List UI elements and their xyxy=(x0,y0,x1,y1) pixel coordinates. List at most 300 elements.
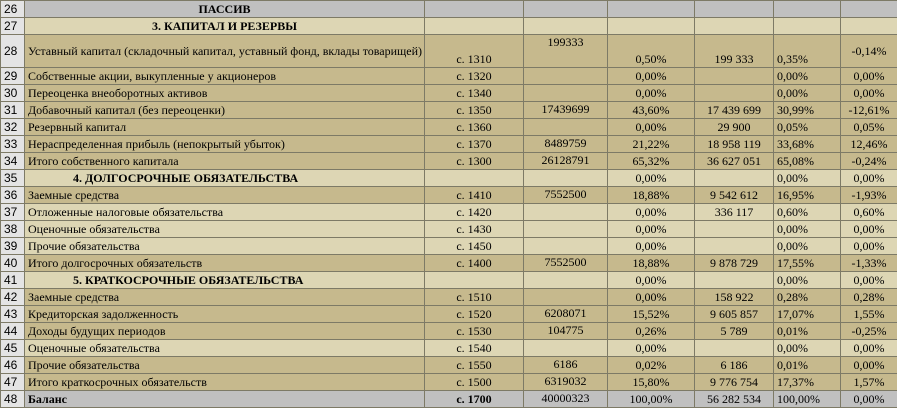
cell-value-period1-text: 8489759 xyxy=(544,136,587,150)
cell-value-period1[interactable] xyxy=(524,102,608,119)
row-number-header[interactable] xyxy=(1,374,25,391)
cell-label-text: Оценочные обязательства xyxy=(28,340,160,355)
row-number-header[interactable] xyxy=(1,204,25,221)
cell-share-change[interactable] xyxy=(841,85,897,102)
cell-share-period2[interactable] xyxy=(774,340,841,357)
cell-line-code[interactable] xyxy=(425,391,524,408)
cell-share-period1[interactable] xyxy=(608,170,695,187)
table-row[interactable] xyxy=(1,68,897,85)
cell-line-code[interactable] xyxy=(425,340,524,357)
cell-value-period1[interactable] xyxy=(524,391,608,408)
cell-value-period1[interactable] xyxy=(524,170,608,187)
cell-share-period2[interactable] xyxy=(774,187,841,204)
cell-share-change[interactable] xyxy=(841,238,897,255)
cell-value-period1[interactable] xyxy=(524,1,608,18)
cell-line-code[interactable] xyxy=(425,289,524,306)
cell-label[interactable] xyxy=(25,255,425,272)
row-number-header[interactable] xyxy=(1,136,25,153)
cell-label[interactable] xyxy=(25,170,425,187)
cell-share-period2[interactable] xyxy=(774,255,841,272)
cell-share-period2-text: 0,00% xyxy=(777,171,808,185)
cell-share-change[interactable] xyxy=(841,68,897,85)
cell-share-period1-text: 15,80% xyxy=(632,375,670,389)
cell-label[interactable] xyxy=(25,68,425,85)
cell-label-text: 4. ДОЛГОСРОЧНЫЕ ОБЯЗАТЕЛЬСТВА xyxy=(73,170,299,185)
row-number-header[interactable] xyxy=(1,255,25,272)
table-row[interactable] xyxy=(1,204,897,221)
cell-share-period2-text: 0,00% xyxy=(777,86,808,100)
table-row[interactable] xyxy=(1,102,897,119)
cell-line-code[interactable] xyxy=(425,323,524,340)
cell-share-period1-text: 0,00% xyxy=(635,273,667,287)
row-number: 32 xyxy=(4,119,18,134)
cell-share-period2-text: 0,00% xyxy=(777,222,808,236)
cell-share-period1-text: 0,00% xyxy=(635,86,667,100)
cell-share-period2[interactable] xyxy=(774,374,841,391)
cell-share-period1[interactable] xyxy=(608,391,695,408)
cell-line-code-text: с. 1500 xyxy=(456,374,492,389)
cell-share-period1-text: 0,26% xyxy=(635,324,667,338)
cell-share-period1[interactable] xyxy=(608,306,695,323)
row-number-header[interactable] xyxy=(1,272,25,289)
row-number-header[interactable] xyxy=(1,357,25,374)
cell-share-change-text: 0,05% xyxy=(853,119,885,134)
cell-share-period1[interactable] xyxy=(608,187,695,204)
cell-share-period1[interactable] xyxy=(608,374,695,391)
row-number-header[interactable] xyxy=(1,238,25,255)
cell-value-period1-text: 6208071 xyxy=(544,306,587,320)
row-number: 40 xyxy=(4,255,18,270)
cell-label[interactable] xyxy=(25,204,425,221)
cell-line-code[interactable] xyxy=(425,119,524,136)
cell-share-change-text: 0,00% xyxy=(853,272,885,287)
table-row[interactable] xyxy=(1,170,897,187)
cell-line-code[interactable] xyxy=(425,238,524,255)
cell-share-period2-text: 0,00% xyxy=(777,69,808,83)
cell-share-period2[interactable] xyxy=(774,153,841,170)
row-number: 42 xyxy=(4,289,18,304)
cell-line-code-text: с. 1520 xyxy=(456,306,492,321)
row-number-header[interactable] xyxy=(1,289,25,306)
cell-share-period2[interactable] xyxy=(774,357,841,374)
cell-line-code[interactable] xyxy=(425,68,524,85)
cell-value-period2[interactable] xyxy=(695,357,774,374)
cell-share-period1-text: 0,00% xyxy=(635,69,667,83)
cell-value-period2[interactable] xyxy=(695,221,774,238)
row-number-header[interactable] xyxy=(1,35,25,68)
table-row[interactable] xyxy=(1,323,897,340)
cell-share-period2-text: 0,00% xyxy=(777,341,808,355)
cell-share-period1-text: 0,50% xyxy=(635,52,667,66)
cell-value-period2-text: 6 186 xyxy=(720,358,748,372)
cell-value-period2-text: 199 333 xyxy=(714,52,754,66)
cell-share-period2[interactable] xyxy=(774,221,841,238)
cell-share-change-text: 0,00% xyxy=(853,238,885,253)
cell-value-period1-text: 6186 xyxy=(553,357,578,371)
cell-share-period1[interactable] xyxy=(608,136,695,153)
row-number-header[interactable] xyxy=(1,306,25,323)
cell-value-period2-text: 36 627 051 xyxy=(707,154,761,168)
cell-label[interactable] xyxy=(25,119,425,136)
cell-label[interactable] xyxy=(25,1,425,18)
cell-value-period2[interactable] xyxy=(695,204,774,221)
cell-value-period2[interactable] xyxy=(695,1,774,18)
cell-share-change[interactable] xyxy=(841,221,897,238)
table-row[interactable] xyxy=(1,18,897,35)
cell-value-period2[interactable] xyxy=(695,255,774,272)
cell-share-change[interactable] xyxy=(841,357,897,374)
cell-line-code[interactable] xyxy=(425,85,524,102)
cell-label[interactable] xyxy=(25,391,425,408)
cell-label[interactable] xyxy=(25,136,425,153)
cell-share-period2[interactable] xyxy=(774,170,841,187)
cell-share-change[interactable] xyxy=(841,170,897,187)
cell-line-code-text: с. 1540 xyxy=(456,340,492,355)
cell-share-change[interactable] xyxy=(841,289,897,306)
table-row[interactable] xyxy=(1,85,897,102)
table-row[interactable] xyxy=(1,187,897,204)
row-number: 33 xyxy=(4,136,18,151)
cell-share-period2-text: 16,95% xyxy=(777,188,814,202)
row-number-header[interactable] xyxy=(1,340,25,357)
cell-share-change-text: 12,46% xyxy=(850,136,888,151)
cell-line-code-text: с. 1340 xyxy=(456,85,492,100)
cell-value-period2-text: 56 282 534 xyxy=(707,392,761,406)
cell-value-period2[interactable] xyxy=(695,323,774,340)
table-row[interactable] xyxy=(1,289,897,306)
row-number-header[interactable] xyxy=(1,170,25,187)
cell-line-code[interactable] xyxy=(425,136,524,153)
cell-line-code[interactable] xyxy=(425,153,524,170)
table-row[interactable] xyxy=(1,221,897,238)
cell-value-period1-text: 104775 xyxy=(547,323,584,337)
cell-share-period2[interactable] xyxy=(774,35,841,68)
row-number-header[interactable] xyxy=(1,221,25,238)
cell-share-period1[interactable] xyxy=(608,119,695,136)
cell-value-period1-text: 7552500 xyxy=(544,255,587,269)
table-row[interactable] xyxy=(1,391,897,408)
cell-value-period1-text: 6319032 xyxy=(544,374,587,388)
cell-value-period1[interactable] xyxy=(524,340,608,357)
row-number: 26 xyxy=(4,1,18,16)
cell-line-code[interactable] xyxy=(425,374,524,391)
cell-value-period1[interactable] xyxy=(524,187,608,204)
cell-label[interactable] xyxy=(25,323,425,340)
cell-value-period2[interactable] xyxy=(695,238,774,255)
cell-value-period2[interactable] xyxy=(695,289,774,306)
cell-value-period1[interactable] xyxy=(524,85,608,102)
cell-line-code[interactable] xyxy=(425,1,524,18)
cell-share-period2[interactable] xyxy=(774,102,841,119)
cell-share-change[interactable] xyxy=(841,119,897,136)
cell-share-period1-text: 0,00% xyxy=(635,120,667,134)
cell-value-period1[interactable] xyxy=(524,255,608,272)
row-number-header[interactable] xyxy=(1,153,25,170)
cell-line-code[interactable] xyxy=(425,306,524,323)
cell-share-change-text: 0,60% xyxy=(853,204,885,219)
cell-value-period2[interactable] xyxy=(695,170,774,187)
cell-value-period2[interactable] xyxy=(695,391,774,408)
cell-value-period2[interactable] xyxy=(695,340,774,357)
cell-share-change[interactable] xyxy=(841,323,897,340)
cell-share-period1[interactable] xyxy=(608,35,695,68)
cell-share-period2-text: 0,01% xyxy=(777,358,808,372)
cell-value-period1[interactable] xyxy=(524,289,608,306)
cell-value-period1[interactable] xyxy=(524,306,608,323)
cell-share-period2[interactable] xyxy=(774,119,841,136)
cell-share-period2[interactable] xyxy=(774,18,841,35)
cell-label-text: Баланс xyxy=(28,391,68,406)
cell-share-change-text: -0,24% xyxy=(851,153,887,168)
cell-share-change[interactable] xyxy=(841,35,897,68)
cell-share-period1[interactable] xyxy=(608,340,695,357)
cell-share-change[interactable] xyxy=(841,272,897,289)
cell-share-period1[interactable] xyxy=(608,255,695,272)
cell-value-period2[interactable] xyxy=(695,102,774,119)
row-number-header[interactable] xyxy=(1,1,25,18)
cell-share-change-text: -12,61% xyxy=(848,102,890,117)
cell-share-period1[interactable] xyxy=(608,68,695,85)
cell-share-period2[interactable] xyxy=(774,68,841,85)
cell-share-period2-text: 0,60% xyxy=(777,205,808,219)
cell-share-change-text: 0,00% xyxy=(853,357,885,372)
cell-share-period1[interactable] xyxy=(608,323,695,340)
cell-line-code[interactable] xyxy=(425,18,524,35)
cell-label-text: Доходы будущих периодов xyxy=(28,323,166,338)
cell-line-code[interactable] xyxy=(425,170,524,187)
cell-share-period1[interactable] xyxy=(608,18,695,35)
cell-share-period1[interactable] xyxy=(608,357,695,374)
cell-value-period1[interactable] xyxy=(524,357,608,374)
cell-label[interactable] xyxy=(25,289,425,306)
table-row[interactable] xyxy=(1,35,897,68)
cell-share-change[interactable] xyxy=(841,136,897,153)
cell-value-period2[interactable] xyxy=(695,136,774,153)
row-number-header[interactable] xyxy=(1,68,25,85)
cell-share-period1-text: 0,00% xyxy=(635,205,667,219)
cell-share-period2-text: 100,00% xyxy=(777,392,820,406)
cell-share-change[interactable] xyxy=(841,153,897,170)
cell-share-period2[interactable] xyxy=(774,238,841,255)
cell-label[interactable] xyxy=(25,187,425,204)
cell-label-text: Оценочные обязательства xyxy=(28,221,160,236)
cell-value-period2[interactable] xyxy=(695,153,774,170)
cell-share-period1-text: 18,88% xyxy=(632,256,670,270)
cell-share-period1[interactable] xyxy=(608,272,695,289)
cell-label[interactable] xyxy=(25,35,425,68)
row-number: 45 xyxy=(4,340,18,355)
cell-line-code-text: с. 1510 xyxy=(456,289,492,304)
cell-value-period2-text: 9 542 612 xyxy=(710,188,758,202)
table-row[interactable] xyxy=(1,153,897,170)
cell-label[interactable] xyxy=(25,374,425,391)
cell-share-period2[interactable] xyxy=(774,136,841,153)
cell-share-change[interactable] xyxy=(841,204,897,221)
cell-value-period1[interactable] xyxy=(524,323,608,340)
cell-share-period1-text: 0,00% xyxy=(635,341,667,355)
cell-share-period2[interactable] xyxy=(774,204,841,221)
cell-value-period2-text: 158 922 xyxy=(714,290,754,304)
cell-value-period1-text: 40000323 xyxy=(541,391,590,405)
cell-share-change-text: -0,14% xyxy=(851,43,887,58)
cell-label-text: Итого долгосрочных обязательств xyxy=(28,255,203,270)
cell-line-code-text: с. 1550 xyxy=(456,357,492,372)
cell-line-code-text: с. 1320 xyxy=(456,68,492,83)
cell-share-period1[interactable] xyxy=(608,153,695,170)
cell-value-period2[interactable] xyxy=(695,187,774,204)
row-number-header[interactable] xyxy=(1,391,25,408)
row-number-header[interactable] xyxy=(1,85,25,102)
cell-share-change-text: -0,25% xyxy=(851,323,887,338)
cell-label-text: Прочие обязательства xyxy=(28,238,140,253)
cell-value-period2[interactable] xyxy=(695,272,774,289)
cell-label-text: Прочие обязательства xyxy=(28,357,140,372)
cell-share-change[interactable] xyxy=(841,18,897,35)
row-number: 34 xyxy=(4,153,18,168)
cell-share-period2-text: 33,68% xyxy=(777,137,814,151)
cell-share-period2[interactable] xyxy=(774,272,841,289)
cell-value-period1-text: 199333 xyxy=(547,35,584,49)
cell-line-code[interactable] xyxy=(425,357,524,374)
cell-share-period1-text: 21,22% xyxy=(632,137,670,151)
cell-line-code[interactable] xyxy=(425,221,524,238)
cell-label-text: Кредиторская задолженность xyxy=(28,306,179,321)
row-number-header[interactable] xyxy=(1,18,25,35)
cell-share-change[interactable] xyxy=(841,306,897,323)
cell-share-period1[interactable] xyxy=(608,238,695,255)
cell-share-change-text: 0,00% xyxy=(853,221,885,236)
cell-share-period1[interactable] xyxy=(608,1,695,18)
cell-line-code[interactable] xyxy=(425,272,524,289)
table-row[interactable] xyxy=(1,238,897,255)
cell-value-period1[interactable] xyxy=(524,136,608,153)
cell-label[interactable] xyxy=(25,340,425,357)
cell-share-change[interactable] xyxy=(841,187,897,204)
cell-share-period1[interactable] xyxy=(608,85,695,102)
row-number: 30 xyxy=(4,85,18,100)
cell-share-change[interactable] xyxy=(841,340,897,357)
cell-label-text: Заемные средства xyxy=(28,289,120,304)
cell-value-period1[interactable] xyxy=(524,374,608,391)
cell-label-text: ПАССИВ xyxy=(198,1,251,16)
table-row[interactable] xyxy=(1,255,897,272)
cell-value-period2[interactable] xyxy=(695,68,774,85)
cell-value-period1[interactable] xyxy=(524,204,608,221)
cell-value-period2[interactable] xyxy=(695,18,774,35)
cell-label-text: Итого собственного капитала xyxy=(28,153,179,168)
cell-line-code[interactable] xyxy=(425,35,524,68)
table-row[interactable] xyxy=(1,306,897,323)
cell-share-change[interactable] xyxy=(841,374,897,391)
cell-share-change[interactable] xyxy=(841,1,897,18)
cell-label[interactable] xyxy=(25,102,425,119)
table-row[interactable] xyxy=(1,272,897,289)
cell-share-period1-text: 0,02% xyxy=(635,358,667,372)
cell-share-period1[interactable] xyxy=(608,289,695,306)
table-row[interactable] xyxy=(1,1,897,18)
cell-share-period1[interactable] xyxy=(608,204,695,221)
cell-value-period1[interactable] xyxy=(524,272,608,289)
cell-line-code-text: с. 1310 xyxy=(456,52,492,66)
cell-label[interactable] xyxy=(25,85,425,102)
cell-share-period2-text: 17,07% xyxy=(777,307,814,321)
row-number: 44 xyxy=(4,323,18,338)
cell-line-code[interactable] xyxy=(425,204,524,221)
cell-share-period2[interactable] xyxy=(774,1,841,18)
cell-label[interactable] xyxy=(25,153,425,170)
cell-share-period2[interactable] xyxy=(774,323,841,340)
cell-value-period2[interactable] xyxy=(695,374,774,391)
cell-label[interactable] xyxy=(25,18,425,35)
cell-label[interactable] xyxy=(25,306,425,323)
row-number-header[interactable] xyxy=(1,102,25,119)
cell-share-change[interactable] xyxy=(841,255,897,272)
cell-line-code-text: с. 1410 xyxy=(456,187,492,202)
cell-label[interactable] xyxy=(25,221,425,238)
cell-share-change[interactable] xyxy=(841,391,897,408)
table-row[interactable] xyxy=(1,374,897,391)
cell-value-period2-text: 9 878 729 xyxy=(710,256,758,270)
cell-value-period2-text: 29 900 xyxy=(717,120,751,134)
row-number-header[interactable] xyxy=(1,323,25,340)
cell-share-period1-text: 43,60% xyxy=(632,103,670,117)
row-number: 43 xyxy=(4,306,18,321)
cell-line-code[interactable] xyxy=(425,102,524,119)
cell-value-period1[interactable] xyxy=(524,68,608,85)
cell-value-period1[interactable] xyxy=(524,153,608,170)
cell-share-period1-text: 65,32% xyxy=(632,154,670,168)
cell-value-period1[interactable] xyxy=(524,18,608,35)
row-number-header[interactable] xyxy=(1,187,25,204)
cell-share-period2[interactable] xyxy=(774,85,841,102)
cell-label-text: Отложенные налоговые обязательства xyxy=(28,204,224,219)
cell-value-period2[interactable] xyxy=(695,306,774,323)
cell-value-period1[interactable] xyxy=(524,119,608,136)
table-row[interactable] xyxy=(1,119,897,136)
cell-value-period2[interactable] xyxy=(695,35,774,68)
cell-value-period1[interactable] xyxy=(524,221,608,238)
cell-value-period1[interactable] xyxy=(524,238,608,255)
cell-value-period2[interactable] xyxy=(695,85,774,102)
cell-line-code[interactable] xyxy=(425,255,524,272)
table-row[interactable] xyxy=(1,340,897,357)
cell-share-change-text: 0,00% xyxy=(853,85,885,100)
cell-share-period2-text: 17,55% xyxy=(777,256,814,270)
cell-share-change-text: 1,57% xyxy=(853,374,885,389)
cell-value-period2-text: 336 117 xyxy=(714,205,754,219)
cell-share-period2[interactable] xyxy=(774,306,841,323)
cell-label-text: Итого краткосрочных обязательств xyxy=(28,374,207,389)
cell-label[interactable] xyxy=(25,357,425,374)
row-number-header[interactable] xyxy=(1,119,25,136)
cell-value-period2-text: 9 776 754 xyxy=(710,375,758,389)
cell-label-text: Уставный капитал (складочный капитал, уставный фонд, вклады товарищей) xyxy=(28,43,423,58)
table-row[interactable] xyxy=(1,357,897,374)
cell-label[interactable] xyxy=(25,238,425,255)
cell-share-period2[interactable] xyxy=(774,289,841,306)
cell-share-period1[interactable] xyxy=(608,221,695,238)
cell-value-period2[interactable] xyxy=(695,119,774,136)
cell-share-period2-text: 30,99% xyxy=(777,103,814,117)
cell-value-period1[interactable] xyxy=(524,35,608,68)
cell-share-change[interactable] xyxy=(841,102,897,119)
table-row[interactable] xyxy=(1,136,897,153)
cell-label-text: 5. КРАТКОСРОЧНЫЕ ОБЯЗАТЕЛЬСТВА xyxy=(73,272,304,287)
cell-line-code[interactable] xyxy=(425,187,524,204)
cell-label[interactable] xyxy=(25,272,425,289)
cell-share-period2[interactable] xyxy=(774,391,841,408)
cell-share-period1[interactable] xyxy=(608,102,695,119)
